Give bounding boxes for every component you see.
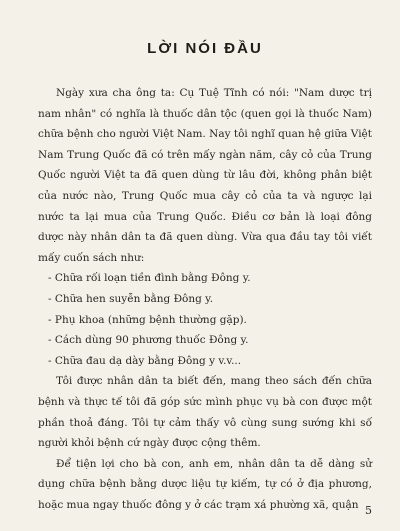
page-number: 5	[365, 504, 372, 517]
list-item: - Cách dùng 90 phương thuốc Đông y.	[48, 334, 249, 347]
preface-body	[38, 83, 372, 515]
book-list	[38, 268, 372, 371]
list-item: - Chữa đau dạ dày bằng Đông y v.v...	[48, 354, 242, 367]
list-item: - Phụ khoa (những bệnh thường gặp).	[48, 313, 247, 326]
paragraph-intro: Ngày xưa cha ông ta: Cụ Tuệ Tĩnh có nói: "Nam dược trị nam nhân" có nghĩa là thuốc dân tộc (quen gọi là thuốc Nam) chữa bệnh cho người Việt Nam. Nay tôi nghĩ quan hệ giữa Việt Nam Trung Quốc đã có trên mấy ngàn năm, cây cỏ của Trung Quốc người Việt ta đã quen dùng từ lâu đời, không phân biệt của nước nào, Trung Quốc mua cây cỏ của ta và ngược lại nước ta lại mua của Trung Quốc. Điều cơ bản là loại đông dược này nhân dân ta đã quen dùng. Vừa qua đầu tay tôi viết mấy cuốn sách như:	[38, 87, 372, 264]
paragraph-experience: Tôi được nhân dân ta biết đến, mang theo sách đến chữa bệnh và thực tế tôi đã góp sức mình phục vụ bà con được một phần thoả đáng. Tôi tự cảm thấy vô cùng sung sướng khi số người khỏi bệnh cứ ngày được cộng thêm.	[38, 375, 372, 450]
list-item: - Chữa hen suyễn bằng Đông y.	[48, 292, 214, 305]
list-item: - Chữa rối loạn tiền đình bằng Đông y.	[48, 272, 251, 285]
page-title: LỜI NÓI ĐẦU	[147, 40, 263, 57]
paragraph-convenience: Để tiện lợi cho bà con, anh em, nhân dân ta dễ dàng sử dụng chữa bệnh bằng dược liệu tự kiếm, tự có ở địa phương, hoặc mua ngay thuốc đông y ở các trạm xá phường xã, quận	[38, 457, 372, 511]
